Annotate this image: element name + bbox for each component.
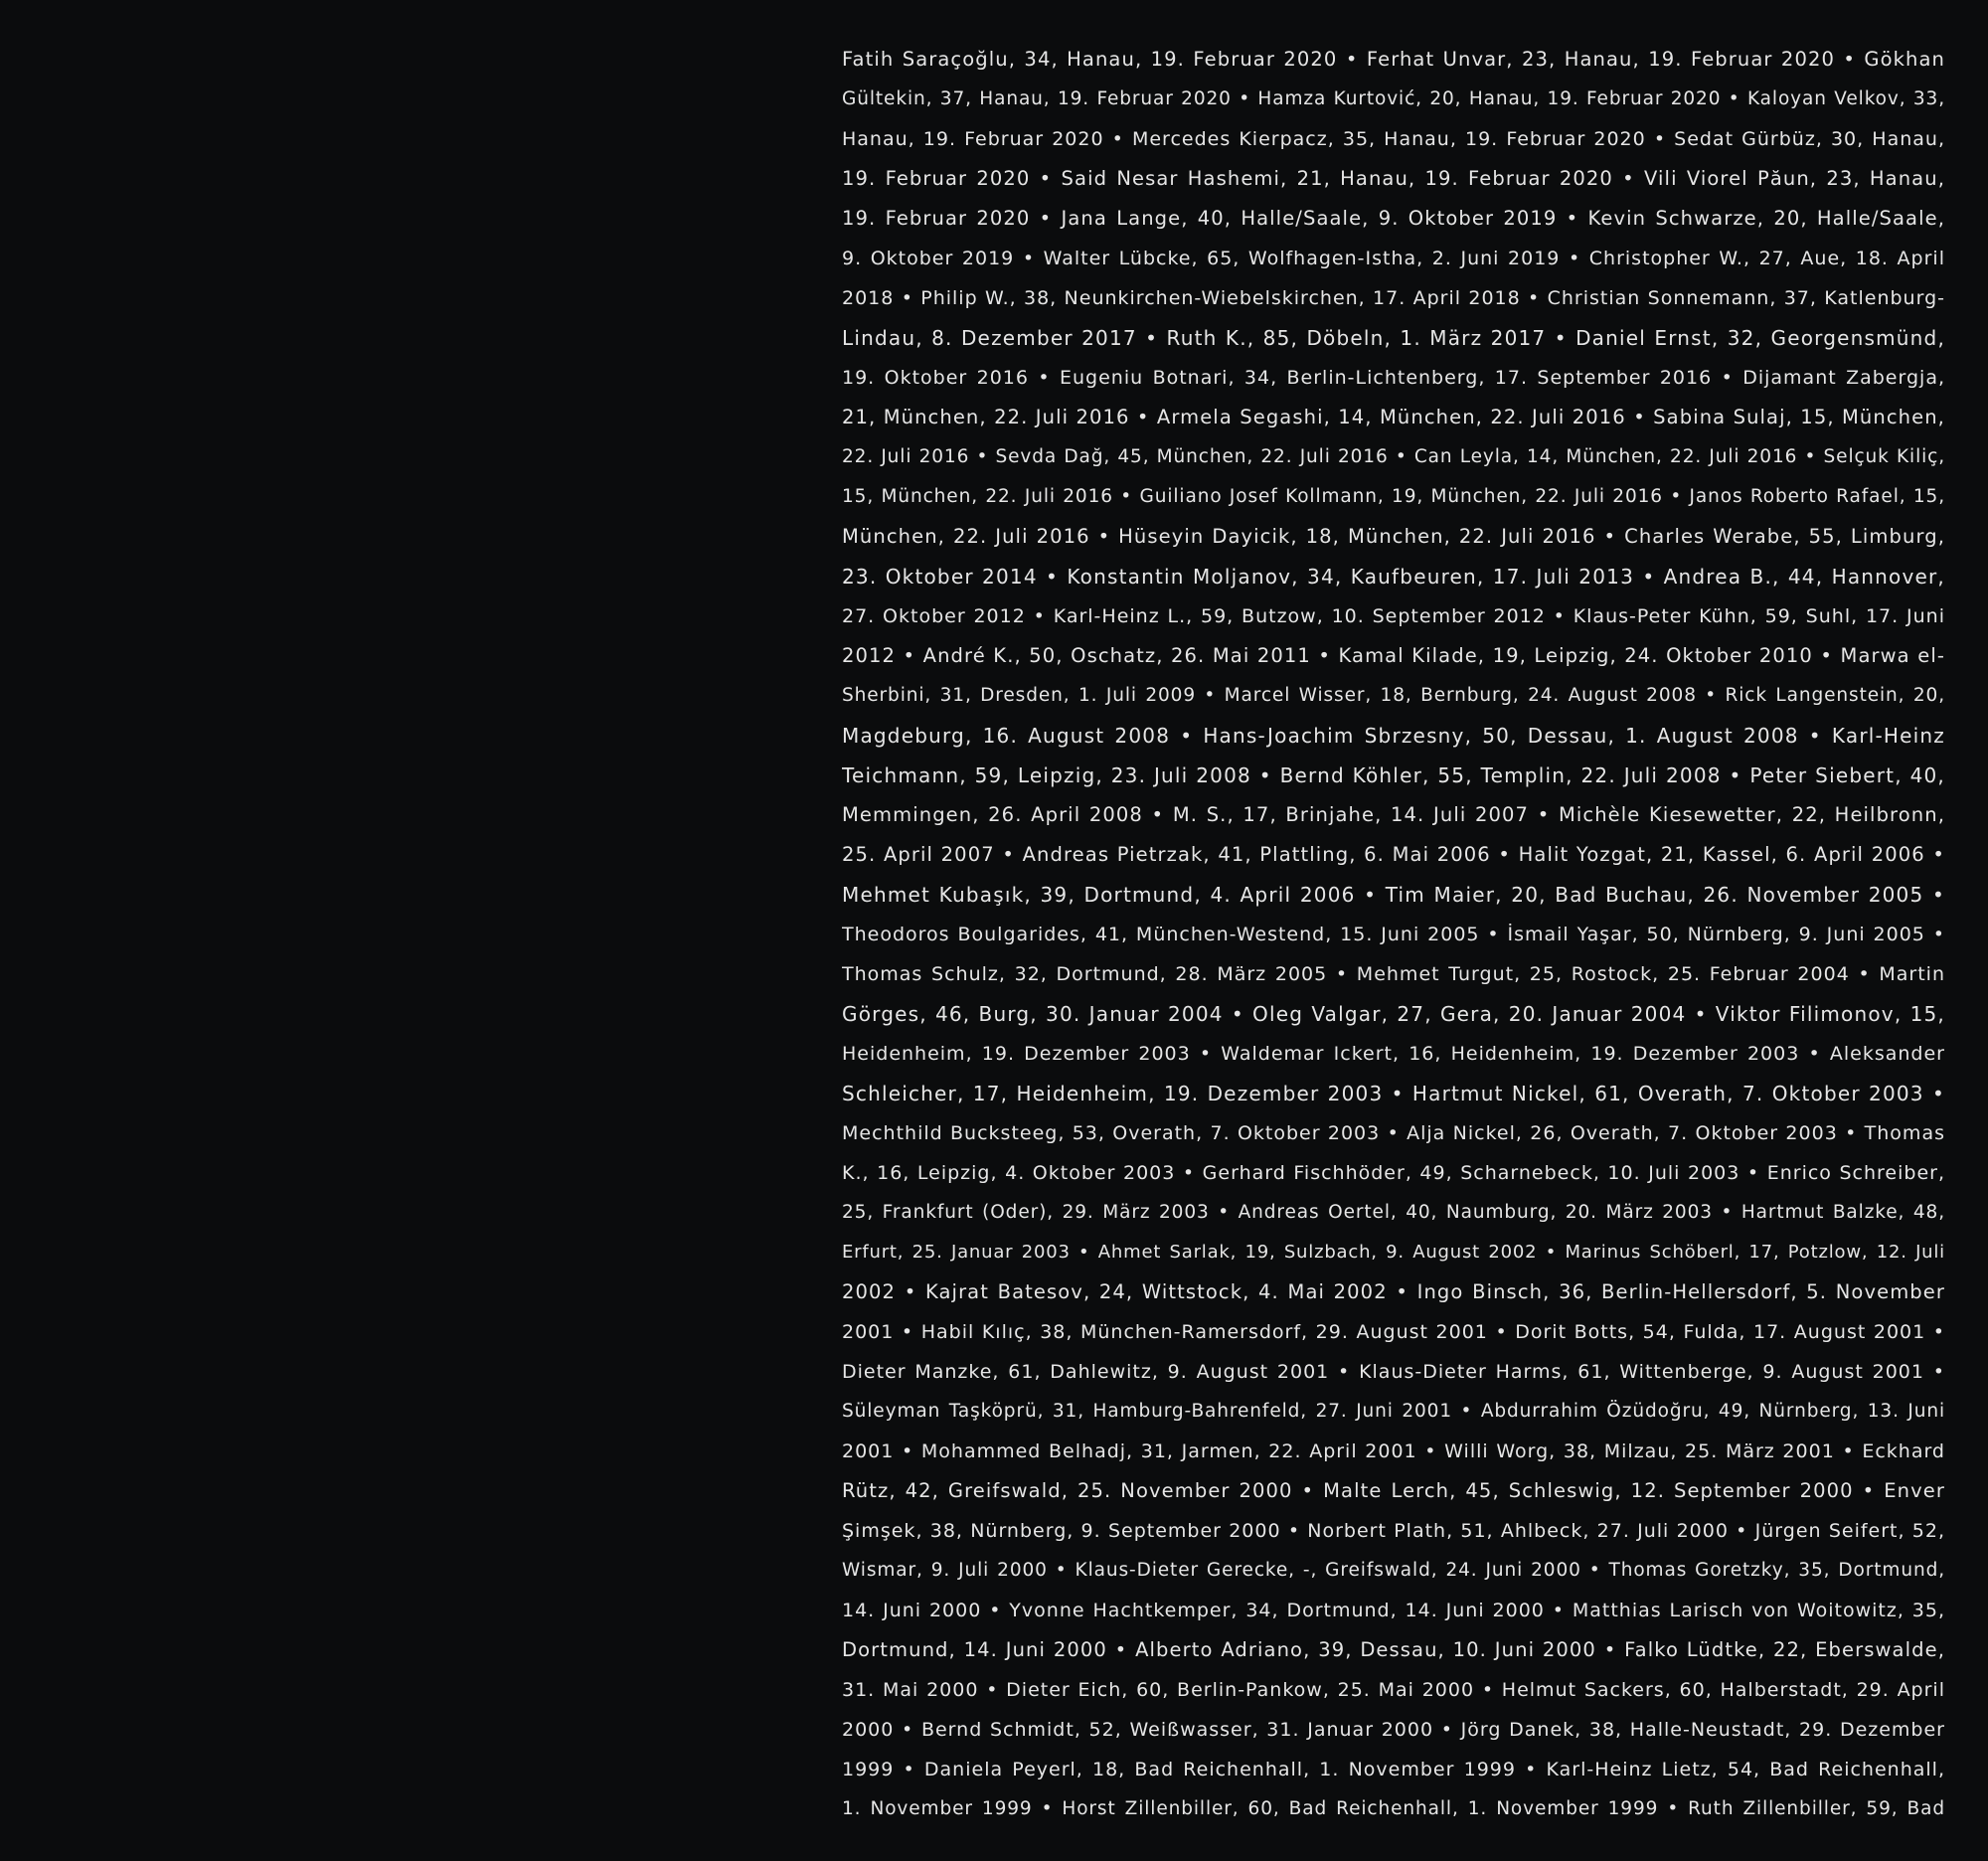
text-line: 14. Juni 2000 • Yvonne Hachtkemper, 34, Dortmund, 14. Juni 2000 • Matthias Larisch von Woitowitz, 35, <box>842 1600 1945 1621</box>
text-line: Rütz, 42, Greifswald, 25. November 2000 • Malte Lerch, 45, Schleswig, 12. September 2000 • Enver <box>842 1479 1945 1502</box>
text-line: 2012 • André K., 50, Oschatz, 26. Mai 2011 • Kamal Kilade, 19, Leipzig, 24. Oktober 2010 • Marwa el- <box>842 644 1945 667</box>
text-line: Gültekin, 37, Hanau, 19. Februar 2020 • Hamza Kurtović, 20, Hanau, 19. Februar 2020 • Kaloyan Velkov, 33, <box>842 88 1945 109</box>
text-line: Süleyman Taşköprü, 31, Hamburg-Bahrenfeld, 27. Juni 2001 • Abdurrahim Özüdoğru, 49, Nürnberg, 13. Juni <box>842 1401 1945 1422</box>
text-line: 25. April 2007 • Andreas Pietrzak, 41, Plattling, 6. Mai 2006 • Halit Yozgat, 21, Kassel, 6. April 2006 • <box>842 843 1945 866</box>
text-line: K., 16, Leipzig, 4. Oktober 2003 • Gerhard Fischhöder, 49, Scharnebeck, 10. Juli 2003 • Enrico Schreiber, <box>842 1162 1945 1184</box>
text-line: Fatih Saraçoğlu, 34, Hanau, 19. Februar 2020 • Ferhat Unvar, 23, Hanau, 19. Februar 2020 • Gökhan <box>842 48 1945 71</box>
text-line: 21, München, 22. Juli 2016 • Armela Segashi, 14, München, 22. Juli 2016 • Sabina Sulaj, 15, München, <box>842 406 1945 428</box>
text-line: Hanau, 19. Februar 2020 • Mercedes Kierpacz, 35, Hanau, 19. Februar 2020 • Sedat Gürbüz, 30, Hanau, <box>842 128 1945 150</box>
text-line: Şimşek, 38, Nürnberg, 9. September 2000 • Norbert Plath, 51, Ahlbeck, 27. Juli 2000 • Jürgen Seifert, 52, <box>842 1520 1945 1542</box>
text-line: Schleicher, 17, Heidenheim, 19. Dezember 2003 • Hartmut Nickel, 61, Overath, 7. Oktober 2003 • <box>842 1082 1945 1105</box>
text-line: 2002 • Kajrat Batesov, 24, Wittstock, 4. Mai 2002 • Ingo Binsch, 36, Berlin-Hellersdorf, 5. November <box>842 1280 1945 1303</box>
text-line: Thomas Schulz, 32, Dortmund, 28. März 2005 • Mehmet Turgut, 25, Rostock, 25. Februar 2004 • Martin <box>842 963 1945 985</box>
text-line: 23. Oktober 2014 • Konstantin Moljanov, 34, Kaufbeuren, 17. Juli 2013 • Andrea B., 44, Hannover, <box>842 565 1945 589</box>
text-line: München, 22. Juli 2016 • Hüseyin Dayicik, 18, München, 22. Juli 2016 • Charles Werabe, 55, Limburg, <box>842 525 1945 548</box>
text-line: Wismar, 9. Juli 2000 • Klaus-Dieter Gerecke, -, Greifswald, 24. Juni 2000 • Thomas Goretzky, 35, Dortmund, <box>842 1560 1945 1581</box>
text-line: 2000 • Bernd Schmidt, 52, Weißwasser, 31. Januar 2000 • Jörg Danek, 38, Halle-Neustadt, 29. Dezember <box>842 1719 1945 1741</box>
text-line: 19. Oktober 2016 • Eugeniu Botnari, 34, Berlin-Lichtenberg, 17. September 2016 • Dijamant Zabergja, <box>842 367 1945 389</box>
text-line: 1. November 1999 • Horst Zillenbiller, 60, Bad Reichenhall, 1. November 1999 • Ruth Zillenbiller, 59, Bad <box>842 1798 1945 1819</box>
text-line: 2018 • Philip W., 38, Neunkirchen-Wiebelskirchen, 17. April 2018 • Christian Sonnemann, 37, Katlenburg- <box>842 287 1945 309</box>
text-line: 31. Mai 2000 • Dieter Eich, 60, Berlin-Pankow, 25. Mai 2000 • Helmut Sackers, 60, Halberstadt, 29. April <box>842 1679 1945 1701</box>
text-line: Mehmet Kubaşık, 39, Dortmund, 4. April 2006 • Tim Maier, 20, Bad Buchau, 26. November 2005 • <box>842 883 1945 907</box>
text-line: Görges, 46, Burg, 30. Januar 2004 • Oleg Valgar, 27, Gera, 20. Januar 2004 • Viktor Filimonov, 15, <box>842 1002 1945 1026</box>
text-line: 2001 • Mohammed Belhadj, 31, Jarmen, 22. April 2001 • Willi Worg, 38, Milzau, 25. März 2001 • Eckhard <box>842 1440 1945 1462</box>
text-line: Sherbini, 31, Dresden, 1. Juli 2009 • Marcel Wisser, 18, Bernburg, 24. August 2008 • Rick Langenstein, 20, <box>842 685 1945 706</box>
text-line: 25, Frankfurt (Oder), 29. März 2003 • Andreas Oertel, 40, Naumburg, 20. März 2003 • Hartmut Balzke, 48, <box>842 1202 1945 1223</box>
text-line: 27. Oktober 2012 • Karl-Heinz L., 59, Butzow, 10. September 2012 • Klaus-Peter Kühn, 59, Suhl, 17. Juni <box>842 605 1945 627</box>
text-line: Mechthild Bucksteeg, 53, Overath, 7. Oktober 2003 • Alja Nickel, 26, Overath, 7. Oktober 2003 • Thomas <box>842 1122 1945 1144</box>
text-line: Erfurt, 25. Januar 2003 • Ahmet Sarlak, 19, Sulzbach, 9. August 2002 • Marinus Schöberl, 17, Potzlow, 12. Juli <box>842 1242 1945 1263</box>
text-line: 19. Februar 2020 • Jana Lange, 40, Halle/Saale, 9. Oktober 2019 • Kevin Schwarze, 20, Halle/Saale, <box>842 207 1945 230</box>
text-line: Heidenheim, 19. Dezember 2003 • Waldemar Ickert, 16, Heidenheim, 19. Dezember 2003 • Aleksander <box>842 1043 1945 1065</box>
text-line: 19. Februar 2020 • Said Nesar Hashemi, 21, Hanau, 19. Februar 2020 • Vili Viorel Păun, 23, Hanau, <box>842 167 1945 190</box>
text-line: Theodoros Boulgarides, 41, München-Westend, 15. Juni 2005 • İsmail Yaşar, 50, Nürnberg, 9. Juni 2005 • <box>842 924 1945 945</box>
text-line: 1999 • Daniela Peyerl, 18, Bad Reichenhall, 1. November 1999 • Karl-Heinz Lietz, 54, Bad Reichenhall, <box>842 1759 1945 1780</box>
text-line: Teichmann, 59, Leipzig, 23. Juli 2008 • Bernd Köhler, 55, Templin, 22. Juli 2008 • Peter Siebert, 40, <box>842 763 1945 787</box>
text-line: 15, München, 22. Juli 2016 • Guiliano Josef Kollmann, 19, München, 22. Juli 2016 • Janos Roberto Rafael, 15, <box>842 486 1945 507</box>
text-line: 9. Oktober 2019 • Walter Lübcke, 65, Wolfhagen-Istha, 2. Juni 2019 • Christopher W., 27, Aue, 18. April <box>842 248 1945 269</box>
text-line: Dortmund, 14. Juni 2000 • Alberto Adriano, 39, Dessau, 10. Juni 2000 • Falko Lüdtke, 22, Eberswalde, <box>842 1638 1945 1661</box>
text-line: Dieter Manzke, 61, Dahlewitz, 9. August 2001 • Klaus-Dieter Harms, 61, Wittenberge, 9. August 2001 • <box>842 1361 1945 1383</box>
text-line: 2001 • Habil Kılıç, 38, München-Ramersdorf, 29. August 2001 • Dorit Botts, 54, Fulda, 17. August 2001 • <box>842 1321 1945 1343</box>
names-text-block <box>842 40 1945 1829</box>
text-line: 22. Juli 2016 • Sevda Dağ, 45, München, 22. Juli 2016 • Can Leyla, 14, München, 22. Juli 2016 • Selçuk Kiliç, <box>842 446 1945 467</box>
text-line: Magdeburg, 16. August 2008 • Hans-Joachim Sbrzesny, 50, Dessau, 1. August 2008 • Karl-Heinz <box>842 724 1945 748</box>
text-line: Lindau, 8. Dezember 2017 • Ruth K., 85, Döbeln, 1. März 2017 • Daniel Ernst, 32, Georgensmünd, <box>842 326 1945 350</box>
text-line: Memmingen, 26. April 2008 • M. S., 17, Brinjahe, 14. Juli 2007 • Michèle Kiesewetter, 22, Heilbronn, <box>842 803 1945 826</box>
